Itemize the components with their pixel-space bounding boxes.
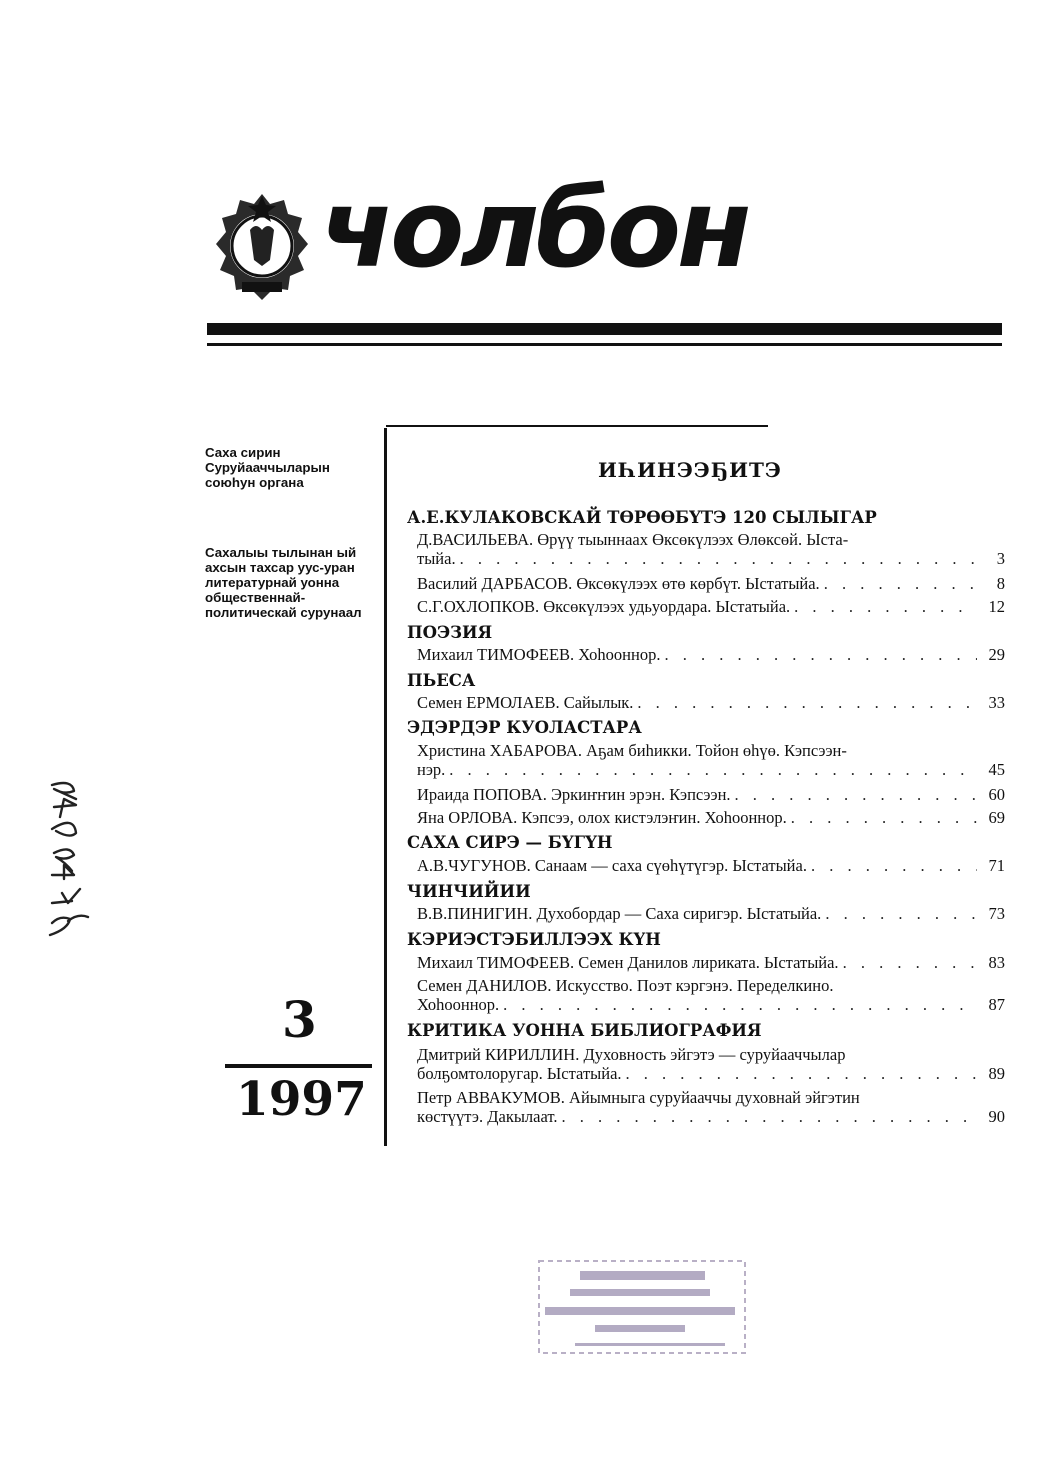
toc-entry (417, 645, 1005, 664)
toc-section-title: САХА СИРЭ — БҮГҮН (407, 833, 613, 852)
toc-entry (417, 741, 1005, 779)
toc-entry (417, 953, 1005, 972)
toc-entry (417, 693, 1005, 712)
toc-entry-text: Семен ДАНИЛОВ. Искусство. Поэт кэргэнэ. Переделкино. (417, 976, 834, 995)
toc-entry-text: Василий ДАРБАСОВ. Өксөкүлээх өтө көрбүт. Ыстатыйа. (417, 574, 820, 593)
toc-section-title: ЧИНЧИЙИИ (407, 882, 531, 901)
masthead-rule (207, 323, 1002, 335)
toc-page-number: 33 (988, 693, 1005, 712)
toc-section-title: А.Е.КУЛАКОВСКАЙ ТӨРӨӨБҮТЭ 120 СЫЛЫГАР (407, 508, 877, 527)
toc-section-title: ПОЭЗИЯ (407, 623, 493, 642)
toc-page-number: 45 (988, 760, 1005, 779)
column-divider (384, 428, 387, 1146)
toc-page-number: 73 (988, 904, 1005, 923)
toc-entry (417, 808, 1005, 827)
masthead (212, 167, 772, 310)
toc-entry (417, 574, 1005, 593)
toc-entry-text: Христина ХАБАРОВА. Аҕам биhикки. Тойон өһүө. Кэпсээн- (417, 741, 847, 760)
toc-entry (417, 785, 1005, 804)
toc-page-number: 3 (996, 549, 1005, 568)
toc-page-number: 71 (988, 856, 1005, 875)
toc-section-title: ЭДЭРДЭР КУОЛАСТАРА (407, 718, 642, 737)
toc-entry-text: В.В.ПИНИГИН. Духобордар — Саха сиригэр. Ыстатыйа. (417, 904, 822, 923)
toc-entry-text: Михаил ТИМОФЕЕВ. Хоhооннор. (417, 645, 661, 664)
toc-entry-text: Семен ЕРМОЛАЕВ. Сайылык. (417, 693, 634, 712)
toc-section-title: ПЬЕСА (407, 671, 476, 690)
library-stamp (535, 1255, 750, 1360)
toc-entry (417, 1045, 1005, 1083)
toc-entry (417, 1088, 1005, 1126)
toc-entry-text: Петр АВВАКУМОВ. Айымныга суруйааччы духовнай эйгэтин (417, 1088, 860, 1107)
toc-page-number: 90 (988, 1107, 1005, 1126)
toc-section-title: КЭРИЭСТЭБИЛЛЭЭХ КҮН (407, 930, 661, 949)
issue-divider (225, 1064, 372, 1068)
toc-entry-text: Ираида ПОПОВА. Эркиҥҥин эрэн. Кэпсээн. (417, 785, 731, 804)
toc-entry-text-end: болҕомтолоругар. Ыстатыйа. (417, 1064, 622, 1083)
issue-year: 1997 (236, 1072, 367, 1127)
ussr-emblem-icon (212, 190, 312, 308)
toc-page-number: 60 (988, 785, 1005, 804)
toc-entry-text-end: көстүүтэ. Дакылаат. (417, 1107, 558, 1126)
sidebar-organ: Саха сирин Суруйааччыларын союhун органа (205, 445, 330, 490)
toc-section-title: КРИТИКА УОННА БИБЛИОГРАФИЯ (407, 1021, 762, 1040)
toc-entry (417, 597, 1005, 616)
toc-entry-text-end: нэр. (417, 760, 446, 779)
toc-page-number: 89 (988, 1064, 1005, 1083)
toc-page-number: 8 (996, 574, 1005, 593)
toc-entry (417, 856, 1005, 875)
toc-entry-text: С.Г.ОХЛОПКОВ. Өксөкүлээх удьуордара. Ыстатыйа. (417, 597, 791, 616)
toc-entry-text-end: тыйа. (417, 549, 456, 568)
toc-entry-text-end: Хоhооннор. (417, 995, 500, 1014)
handwritten-shelf-mark (38, 735, 98, 945)
toc-page-number: 83 (988, 953, 1005, 972)
toc-top-rule (386, 425, 768, 427)
toc-entry (417, 904, 1005, 923)
masthead-rule-thin (207, 343, 1002, 346)
toc-entry-text: Михаил ТИМОФЕЕВ. Семен Данилов лириката. Ыстатыйа. (417, 953, 839, 972)
toc-entry (417, 976, 1005, 1014)
toc-entry-text: Дмитрий КИРИЛЛИН. Духовность эйгэтэ — суруйааччылар (417, 1045, 846, 1064)
toc-page-number: 69 (988, 808, 1005, 827)
toc-page-number: 12 (988, 597, 1005, 616)
toc-entry (417, 530, 1005, 568)
toc-page-number: 87 (988, 995, 1005, 1014)
magazine-title: чолбон (320, 167, 748, 292)
toc-heading: ИҺИНЭЭҔИТЭ (598, 458, 782, 482)
toc-entry-text: А.В.ЧУГУНОВ. Санаам — саха сүөhүтүгэр. Ыстатыйа. (417, 856, 807, 875)
toc-entry-text: Д.ВАСИЛЬЕВА. Өрүү тыыннаах Өксөкүлээх Өлөксөй. Ыста- (417, 530, 849, 549)
issue-number: 3 (282, 990, 317, 1049)
toc-entry-text: Яна ОРЛОВА. Кэпсээ, олох кистэлэҥин. Хоhооннор. (417, 808, 787, 827)
sidebar-description: Сахалыы тылынан ый ахсын тахсар уус-уран литературнай уонна общественнай-политическай сурунаал (205, 545, 362, 620)
toc-page-number: 29 (988, 645, 1005, 664)
